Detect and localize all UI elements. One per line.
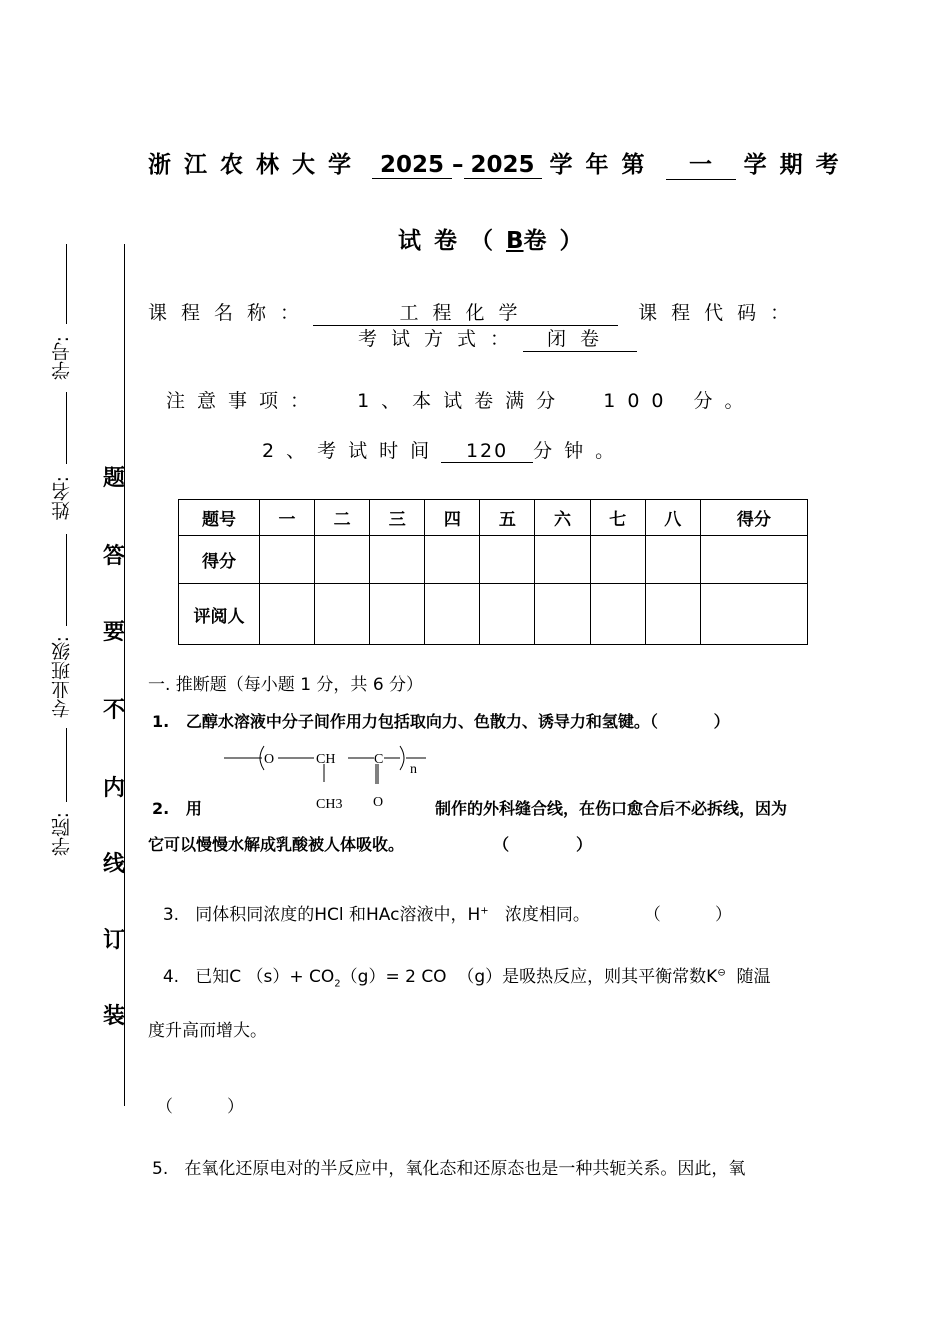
reviewer-cell[interactable] — [480, 584, 535, 645]
reviewer-cell[interactable] — [370, 584, 425, 645]
question-2-prefix: 2. 用 — [152, 799, 202, 818]
q4-mid: （g）= 2 CO （g）是吸热反应，则其平衡常数K — [340, 967, 718, 987]
duration-prefix: 2、考试时间 — [262, 440, 442, 462]
reviewer-cell[interactable] — [590, 584, 645, 645]
reviewer-cell[interactable] — [645, 584, 700, 645]
notes-line1: 注意事项： 1、本试卷满分 100 分。 — [166, 390, 756, 412]
header-cell: 八 — [645, 500, 700, 536]
header-cell: 题号 — [179, 500, 260, 536]
q4-sub: 2 — [334, 978, 341, 990]
course-line — [148, 298, 803, 326]
score-table — [178, 499, 808, 645]
name-line — [66, 392, 67, 464]
header-cell: 一 — [260, 500, 315, 536]
university-name: 浙江农林大学 — [148, 152, 364, 178]
student-id-line — [66, 244, 67, 324]
student-id-label: 学号: — [51, 336, 73, 381]
header-cell: 七 — [590, 500, 645, 536]
notes-line2 — [262, 436, 626, 463]
binding-line — [124, 244, 125, 1106]
year-end: 2025 — [464, 152, 542, 179]
q3-suffix: 浓度相同。 （ ） — [488, 905, 732, 925]
exam-mode-value: 闭卷 — [523, 324, 637, 352]
reviewer-row — [179, 584, 808, 645]
question-1: 1. 乙醇水溶液中分子间作用力包括取向力、色散力、诱导力和氢键。（ ） — [152, 712, 730, 731]
score-cell[interactable] — [260, 536, 315, 584]
question-4-answer: （ ） — [156, 1097, 245, 1117]
binding-char: 线 — [103, 852, 126, 877]
binding-char: 内 — [103, 776, 126, 801]
student-name-label: 姓名: — [51, 476, 73, 521]
major-class-label: 专业班级: — [51, 636, 73, 719]
score-cell[interactable] — [315, 536, 370, 584]
score-cell[interactable] — [590, 536, 645, 584]
reviewer-cell[interactable] — [535, 584, 590, 645]
year-dash: – — [452, 152, 464, 178]
term-number: 一 — [666, 146, 736, 180]
exam-mode-label: 考试方式： — [358, 328, 524, 350]
reviewer-cell[interactable] — [425, 584, 480, 645]
q4-suffix: 随温 — [725, 967, 771, 987]
term-suffix: 学期考 — [743, 152, 852, 178]
polylactic-acid-formula — [220, 742, 430, 814]
course-name-value: 工程化学 — [313, 298, 618, 326]
section1-heading: 一. 推断题（每小题 1 分，共 6 分） — [148, 675, 424, 695]
header-cell: 得分 — [700, 500, 807, 536]
question-5: 5. 在氧化还原电对的半反应中，氧化态和还原态也是一种共轭关系。因此，氧 — [152, 1159, 746, 1179]
formula-ch3: CH3 — [316, 797, 343, 812]
q3-sup: + — [480, 905, 489, 917]
course-name-label: 课程名称： — [148, 302, 314, 324]
score-cell[interactable] — [480, 536, 535, 584]
score-table-header-row — [179, 500, 808, 536]
paper-type: B — [506, 228, 524, 254]
row-label: 评阅人 — [179, 584, 260, 645]
course-code-label: 课程代码： — [638, 302, 804, 324]
duration-suffix: 分钟。 — [533, 440, 627, 462]
formula-oxygen: O — [264, 752, 275, 767]
score-row — [179, 536, 808, 584]
reviewer-cell[interactable] — [700, 584, 807, 645]
binding-char: 要 — [103, 620, 126, 645]
q3-prefix: 3. 同体积同浓度的HCl 和HAc溶液中，H — [162, 905, 481, 925]
formula-ch: CH — [316, 752, 336, 767]
row-label: 得分 — [179, 536, 260, 584]
paper-prefix: 试卷（ — [398, 228, 506, 254]
paper-suffix: 卷） — [523, 228, 596, 254]
question-4 — [152, 942, 771, 989]
binding-char: 装 — [103, 1004, 126, 1029]
score-cell[interactable] — [425, 536, 480, 584]
college-line — [66, 728, 67, 802]
exam-title-line1 — [148, 146, 852, 180]
exam-mode-line — [358, 324, 637, 352]
formula-n: n — [410, 762, 417, 777]
reviewer-cell[interactable] — [260, 584, 315, 645]
year-label: 学年第 — [549, 152, 658, 178]
class-line — [66, 534, 67, 626]
year-start: 2025 — [372, 152, 452, 179]
header-cell: 二 — [315, 500, 370, 536]
header-cell: 六 — [535, 500, 590, 536]
question-4-line2: 度升高而增大。 — [148, 1021, 267, 1041]
question-3 — [152, 880, 732, 925]
header-cell: 五 — [480, 500, 535, 536]
score-cell[interactable] — [645, 536, 700, 584]
header-cell: 三 — [370, 500, 425, 536]
question-2-line2: 它可以慢慢水解成乳酸被人体吸收。 （ ） — [148, 835, 592, 854]
exam-duration: 120 — [441, 440, 533, 463]
formula-carbon: C — [374, 752, 384, 767]
question-2-suffix: 制作的外科缝合线，在伤口愈合后不必拆线，因为 — [435, 799, 788, 818]
formula-carbonyl-oxygen: O — [373, 795, 384, 810]
header-cell: 四 — [425, 500, 480, 536]
college-label: 学院: — [51, 812, 73, 857]
score-cell[interactable] — [370, 536, 425, 584]
score-cell[interactable] — [535, 536, 590, 584]
binding-char: 不 — [103, 698, 126, 723]
q4-sup: ⊖ — [717, 967, 726, 979]
binding-char: 订 — [103, 928, 126, 953]
q4-prefix: 4. 已知C （s）+ CO — [162, 967, 335, 987]
score-cell[interactable] — [700, 536, 807, 584]
reviewer-cell[interactable] — [315, 584, 370, 645]
binding-char: 题 — [103, 466, 126, 491]
exam-title-line2 — [398, 222, 596, 255]
binding-char: 答 — [103, 544, 126, 569]
